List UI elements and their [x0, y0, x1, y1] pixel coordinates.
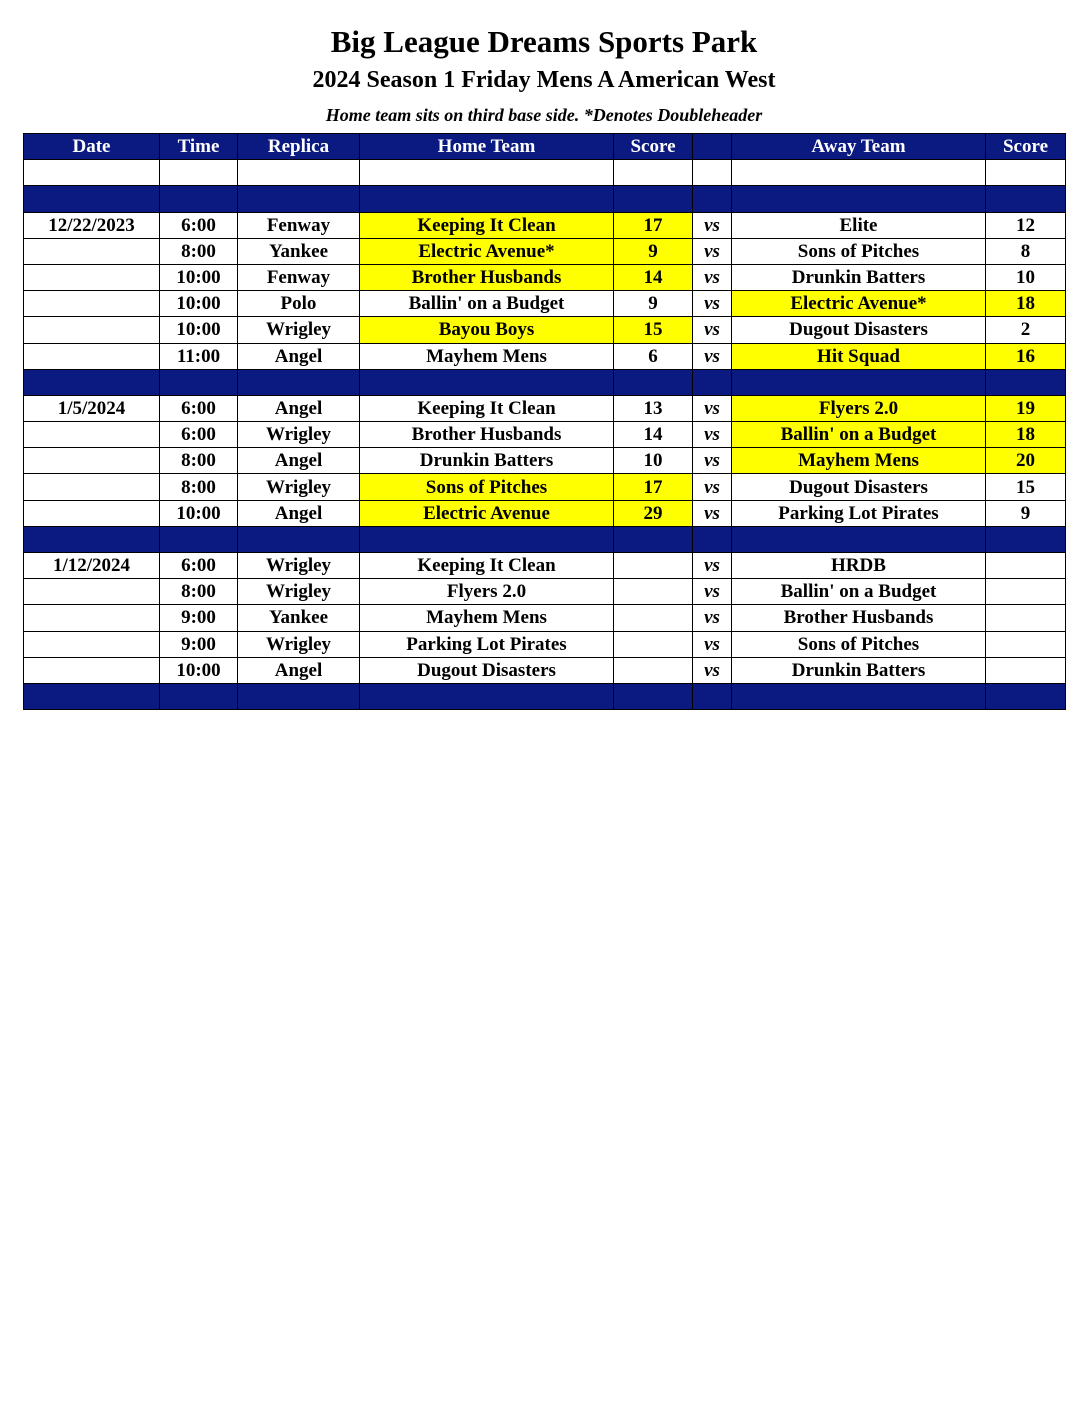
game-time: 10:00 — [160, 657, 238, 683]
home-team: Ballin' on a Budget — [360, 291, 614, 317]
vs-label: vs — [693, 291, 732, 317]
game-replica-field: Polo — [238, 291, 360, 317]
game-replica-field: Fenway — [238, 212, 360, 238]
game-time: 9:00 — [160, 631, 238, 657]
home-team: Sons of Pitches — [360, 474, 614, 500]
away-score: 18 — [986, 422, 1066, 448]
separator-row — [24, 683, 1066, 709]
game-row — [24, 395, 1066, 421]
game-row — [24, 448, 1066, 474]
home-score: 6 — [614, 343, 693, 369]
away-team: Ballin' on a Budget — [732, 422, 986, 448]
home-score: 9 — [614, 238, 693, 264]
blank-row-cell — [24, 160, 160, 186]
home-score — [614, 631, 693, 657]
away-score — [986, 579, 1066, 605]
separator-row-cell — [693, 369, 732, 395]
separator-row-cell — [732, 526, 986, 552]
col-header-vs — [693, 134, 732, 160]
blank-row — [24, 160, 1066, 186]
blank-row-cell — [986, 160, 1066, 186]
home-score: 14 — [614, 264, 693, 290]
away-team: Ballin' on a Budget — [732, 579, 986, 605]
home-team: Mayhem Mens — [360, 605, 614, 631]
away-score: 9 — [986, 500, 1066, 526]
home-score: 10 — [614, 448, 693, 474]
separator-row-cell — [986, 186, 1066, 212]
separator-row-cell — [238, 683, 360, 709]
vs-label: vs — [693, 631, 732, 657]
game-time: 10:00 — [160, 291, 238, 317]
game-time: 11:00 — [160, 343, 238, 369]
game-replica-field: Angel — [238, 343, 360, 369]
game-row — [24, 238, 1066, 264]
separator-row-cell — [732, 186, 986, 212]
home-team: Dugout Disasters — [360, 657, 614, 683]
home-score: 9 — [614, 291, 693, 317]
schedule-table — [23, 133, 1066, 710]
separator-row-cell — [238, 526, 360, 552]
game-replica-field: Wrigley — [238, 317, 360, 343]
separator-row-cell — [732, 369, 986, 395]
game-time: 8:00 — [160, 474, 238, 500]
home-team: Electric Avenue* — [360, 238, 614, 264]
home-team: Keeping It Clean — [360, 395, 614, 421]
away-team: Electric Avenue* — [732, 291, 986, 317]
separator-row-cell — [614, 683, 693, 709]
game-replica-field: Angel — [238, 448, 360, 474]
game-date — [24, 631, 160, 657]
game-row — [24, 657, 1066, 683]
home-score — [614, 657, 693, 683]
game-replica-field: Angel — [238, 657, 360, 683]
game-date — [24, 343, 160, 369]
game-date — [24, 291, 160, 317]
game-time: 6:00 — [160, 553, 238, 579]
away-score: 19 — [986, 395, 1066, 421]
separator-row-cell — [160, 369, 238, 395]
game-replica-field: Yankee — [238, 605, 360, 631]
separator-row-cell — [986, 683, 1066, 709]
col-header-away-team: Away Team — [732, 134, 986, 160]
game-time: 6:00 — [160, 395, 238, 421]
game-row — [24, 212, 1066, 238]
separator-row-cell — [360, 683, 614, 709]
vs-label: vs — [693, 500, 732, 526]
game-time: 8:00 — [160, 238, 238, 264]
home-score — [614, 579, 693, 605]
home-score: 17 — [614, 474, 693, 500]
home-team: Electric Avenue — [360, 500, 614, 526]
game-replica-field: Wrigley — [238, 474, 360, 500]
away-score — [986, 605, 1066, 631]
separator-row-cell — [986, 369, 1066, 395]
away-score: 12 — [986, 212, 1066, 238]
away-score: 20 — [986, 448, 1066, 474]
col-header-replica: Replica — [238, 134, 360, 160]
game-replica-field: Wrigley — [238, 422, 360, 448]
game-row — [24, 474, 1066, 500]
away-team: Mayhem Mens — [732, 448, 986, 474]
game-time: 10:00 — [160, 317, 238, 343]
blank-row-cell — [614, 160, 693, 186]
game-replica-field: Angel — [238, 395, 360, 421]
away-score: 16 — [986, 343, 1066, 369]
blank-row-cell — [238, 160, 360, 186]
blank-row-cell — [732, 160, 986, 186]
game-date: 1/5/2024 — [24, 395, 160, 421]
game-row — [24, 500, 1066, 526]
home-score — [614, 605, 693, 631]
game-date — [24, 422, 160, 448]
col-header-time: Time — [160, 134, 238, 160]
header-row — [24, 134, 1066, 160]
game-replica-field: Wrigley — [238, 553, 360, 579]
home-score: 15 — [614, 317, 693, 343]
home-team: Parking Lot Pirates — [360, 631, 614, 657]
away-team: Drunkin Batters — [732, 264, 986, 290]
away-team: Flyers 2.0 — [732, 395, 986, 421]
away-team: Elite — [732, 212, 986, 238]
away-team: Hit Squad — [732, 343, 986, 369]
away-score: 10 — [986, 264, 1066, 290]
page-subtitle: 2024 Season 1 Friday Mens A American West — [312, 67, 776, 93]
vs-label: vs — [693, 474, 732, 500]
away-team: Dugout Disasters — [732, 474, 986, 500]
game-date: 12/22/2023 — [24, 212, 160, 238]
game-time: 6:00 — [160, 422, 238, 448]
home-score: 17 — [614, 212, 693, 238]
game-date — [24, 657, 160, 683]
game-time: 8:00 — [160, 448, 238, 474]
home-team: Brother Husbands — [360, 264, 614, 290]
home-score: 13 — [614, 395, 693, 421]
vs-label: vs — [693, 317, 732, 343]
home-score: 29 — [614, 500, 693, 526]
game-time: 10:00 — [160, 500, 238, 526]
vs-label: vs — [693, 422, 732, 448]
game-row — [24, 422, 1066, 448]
separator-row-cell — [732, 683, 986, 709]
home-team: Bayou Boys — [360, 317, 614, 343]
separator-row — [24, 186, 1066, 212]
home-team: Keeping It Clean — [360, 212, 614, 238]
game-row — [24, 579, 1066, 605]
col-header-home-team: Home Team — [360, 134, 614, 160]
game-date — [24, 448, 160, 474]
game-row — [24, 317, 1066, 343]
game-replica-field: Fenway — [238, 264, 360, 290]
separator-row-cell — [24, 186, 160, 212]
game-row — [24, 605, 1066, 631]
game-date: 1/12/2024 — [24, 553, 160, 579]
separator-row — [24, 369, 1066, 395]
game-replica-field: Yankee — [238, 238, 360, 264]
separator-row-cell — [24, 526, 160, 552]
home-team: Keeping It Clean — [360, 553, 614, 579]
away-team: Parking Lot Pirates — [732, 500, 986, 526]
blank-row-cell — [360, 160, 614, 186]
separator-row — [24, 526, 1066, 552]
vs-label: vs — [693, 212, 732, 238]
separator-row-cell — [238, 186, 360, 212]
game-row — [24, 553, 1066, 579]
away-team: Sons of Pitches — [732, 238, 986, 264]
game-date — [24, 238, 160, 264]
vs-label: vs — [693, 343, 732, 369]
separator-row-cell — [160, 683, 238, 709]
separator-row-cell — [238, 369, 360, 395]
separator-row-cell — [693, 526, 732, 552]
away-team: Brother Husbands — [732, 605, 986, 631]
game-replica-field: Wrigley — [238, 631, 360, 657]
home-score: 14 — [614, 422, 693, 448]
home-team: Flyers 2.0 — [360, 579, 614, 605]
separator-row-cell — [360, 186, 614, 212]
separator-row-cell — [693, 683, 732, 709]
separator-row-cell — [24, 683, 160, 709]
separator-row-cell — [160, 186, 238, 212]
schedule-body — [24, 160, 1066, 710]
separator-row-cell — [360, 369, 614, 395]
home-team: Drunkin Batters — [360, 448, 614, 474]
away-score: 2 — [986, 317, 1066, 343]
schedule-note: Home team sits on third base side. *Denotes Doubleheader — [325, 105, 763, 125]
separator-row-cell — [614, 526, 693, 552]
away-team: HRDB — [732, 553, 986, 579]
vs-label: vs — [693, 395, 732, 421]
col-header-home-score: Score — [614, 134, 693, 160]
game-replica-field: Wrigley — [238, 579, 360, 605]
away-score — [986, 657, 1066, 683]
home-team: Mayhem Mens — [360, 343, 614, 369]
away-score — [986, 553, 1066, 579]
col-header-date: Date — [24, 134, 160, 160]
game-row — [24, 631, 1066, 657]
separator-row-cell — [614, 186, 693, 212]
vs-label: vs — [693, 553, 732, 579]
page-title: Big League Dreams Sports Park — [330, 24, 758, 59]
blank-row-cell — [160, 160, 238, 186]
away-score: 8 — [986, 238, 1066, 264]
vs-label: vs — [693, 605, 732, 631]
game-date — [24, 579, 160, 605]
vs-label: vs — [693, 579, 732, 605]
away-team: Drunkin Batters — [732, 657, 986, 683]
game-time: 9:00 — [160, 605, 238, 631]
vs-label: vs — [693, 264, 732, 290]
separator-row-cell — [24, 369, 160, 395]
game-date — [24, 605, 160, 631]
vs-label: vs — [693, 238, 732, 264]
game-row — [24, 264, 1066, 290]
separator-row-cell — [360, 526, 614, 552]
col-header-away-score: Score — [986, 134, 1066, 160]
separator-row-cell — [614, 369, 693, 395]
away-score: 18 — [986, 291, 1066, 317]
blank-row-cell — [693, 160, 732, 186]
game-row — [24, 343, 1066, 369]
game-replica-field: Angel — [238, 500, 360, 526]
game-time: 6:00 — [160, 212, 238, 238]
separator-row-cell — [693, 186, 732, 212]
home-team: Brother Husbands — [360, 422, 614, 448]
game-time: 8:00 — [160, 579, 238, 605]
separator-row-cell — [160, 526, 238, 552]
away-team: Dugout Disasters — [732, 317, 986, 343]
game-date — [24, 474, 160, 500]
away-score: 15 — [986, 474, 1066, 500]
vs-label: vs — [693, 448, 732, 474]
away-score — [986, 631, 1066, 657]
game-row — [24, 291, 1066, 317]
separator-row-cell — [986, 526, 1066, 552]
game-date — [24, 264, 160, 290]
home-score — [614, 553, 693, 579]
game-date — [24, 500, 160, 526]
game-date — [24, 317, 160, 343]
game-time: 10:00 — [160, 264, 238, 290]
vs-label: vs — [693, 657, 732, 683]
away-team: Sons of Pitches — [732, 631, 986, 657]
